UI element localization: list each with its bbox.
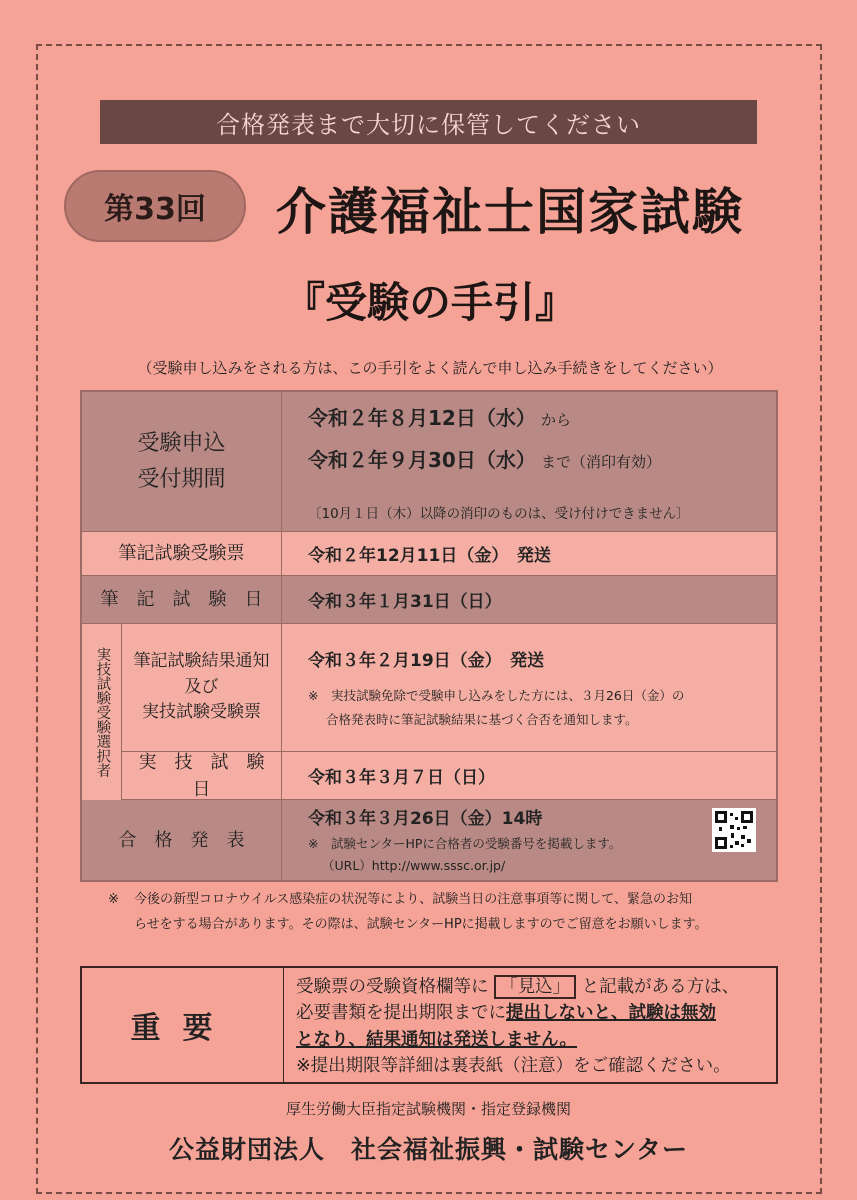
application-to-date: 令和２年９月30日（水）	[308, 448, 536, 472]
announcement-label: 合 格 発 表	[82, 800, 282, 880]
instruction-text: （受験申し込みをされる方は、この手引をよく読んで申し込み手続きをしてください）	[137, 358, 723, 377]
row-written-date	[82, 576, 776, 624]
qr-code-icon	[712, 808, 756, 852]
row-practical-date	[82, 752, 776, 800]
row-announcement	[82, 800, 776, 880]
organization-name: 公益財団法人 社会福祉振興・試験センター	[168, 1135, 688, 1164]
covid-notice: ※ 今後の新型コロナウイルス感染症の状況等により、試験当日の注意事項等に関して、緊急のお知 らせをする場合があります。その際は、試験センターHPに掲載しますのでご留意をお願いします。	[108, 892, 708, 932]
row-application	[82, 392, 776, 532]
row-written-ticket	[82, 532, 776, 576]
expected-tag: 「見込」	[494, 975, 576, 999]
result-notice-value: 令和３年２月19日（金） 発送 ※ 実技試験免除で受験申し込みをした方には、３月26日（金）の 合格発表時に筆記試験結果に基づく合否を通知します。	[308, 651, 685, 727]
application-note: 〔10月１日（木）以降の消印のものは、受け付けできません〕	[308, 506, 690, 522]
practical-date-value: 令和３年３月７日（日）	[308, 768, 495, 788]
written-date-label: 筆 記 試 験 日	[82, 576, 282, 623]
written-date-value: 令和３年１月31日（日）	[308, 592, 502, 612]
important-box	[80, 966, 778, 1084]
written-ticket-value: 令和２年12月11日（金） 発送	[308, 546, 551, 566]
important-text: 受験票の受験資格欄等に 「見込」 と記載がある方は、 必要書類を提出期限までに提出しないと、試験は無効 となり、結果通知は発送しません。 ※提出期限等詳細は裏表紙（注意）をご確認ください。	[296, 977, 740, 1076]
application-label: 受験申込 受付期間	[82, 392, 282, 531]
edition-badge: 第33回	[64, 170, 246, 242]
page-title: 介護福祉士国家試験	[276, 182, 744, 241]
application-value: 令和２年８月12日（水） から 令和２年９月30日（水） まで（消印有効） 〔10月１日（木）以降の消印のものは、受け付けできません〕	[308, 406, 690, 522]
result-notice-note: ※ 実技試験免除で受験申し込みをした方には、３月26日（金）の	[308, 688, 685, 703]
site-url[interactable]: （URL）http://www.sssc.or.jp/	[322, 858, 506, 873]
result-notice-label: 筆記試験結果通知 及び 実技試験受験票	[122, 624, 282, 751]
practical-date-label: 実 技 試 験 日	[122, 752, 282, 799]
page-subtitle: 『受験の手引』	[282, 278, 577, 327]
practical-group-label: 実技試験受験選択者	[82, 624, 122, 800]
keep-notice-banner: 合格発表まで大切に保管してください	[100, 100, 757, 144]
authority-text: 厚生労働大臣指定試験機関・指定登録機関	[285, 1100, 571, 1118]
important-label: 重要	[82, 968, 284, 1082]
row-result-notice	[82, 624, 776, 752]
written-ticket-label: 筆記試験受験票	[82, 532, 282, 575]
application-from-date: 令和２年８月12日（水）	[308, 406, 536, 430]
announcement-value: 令和３年３月26日（金）14時 ※ 試験センターHPに合格者の受験番号を掲載します。 （URL）http://www.sssc.or.jp/	[282, 800, 776, 880]
schedule-table	[80, 390, 778, 882]
